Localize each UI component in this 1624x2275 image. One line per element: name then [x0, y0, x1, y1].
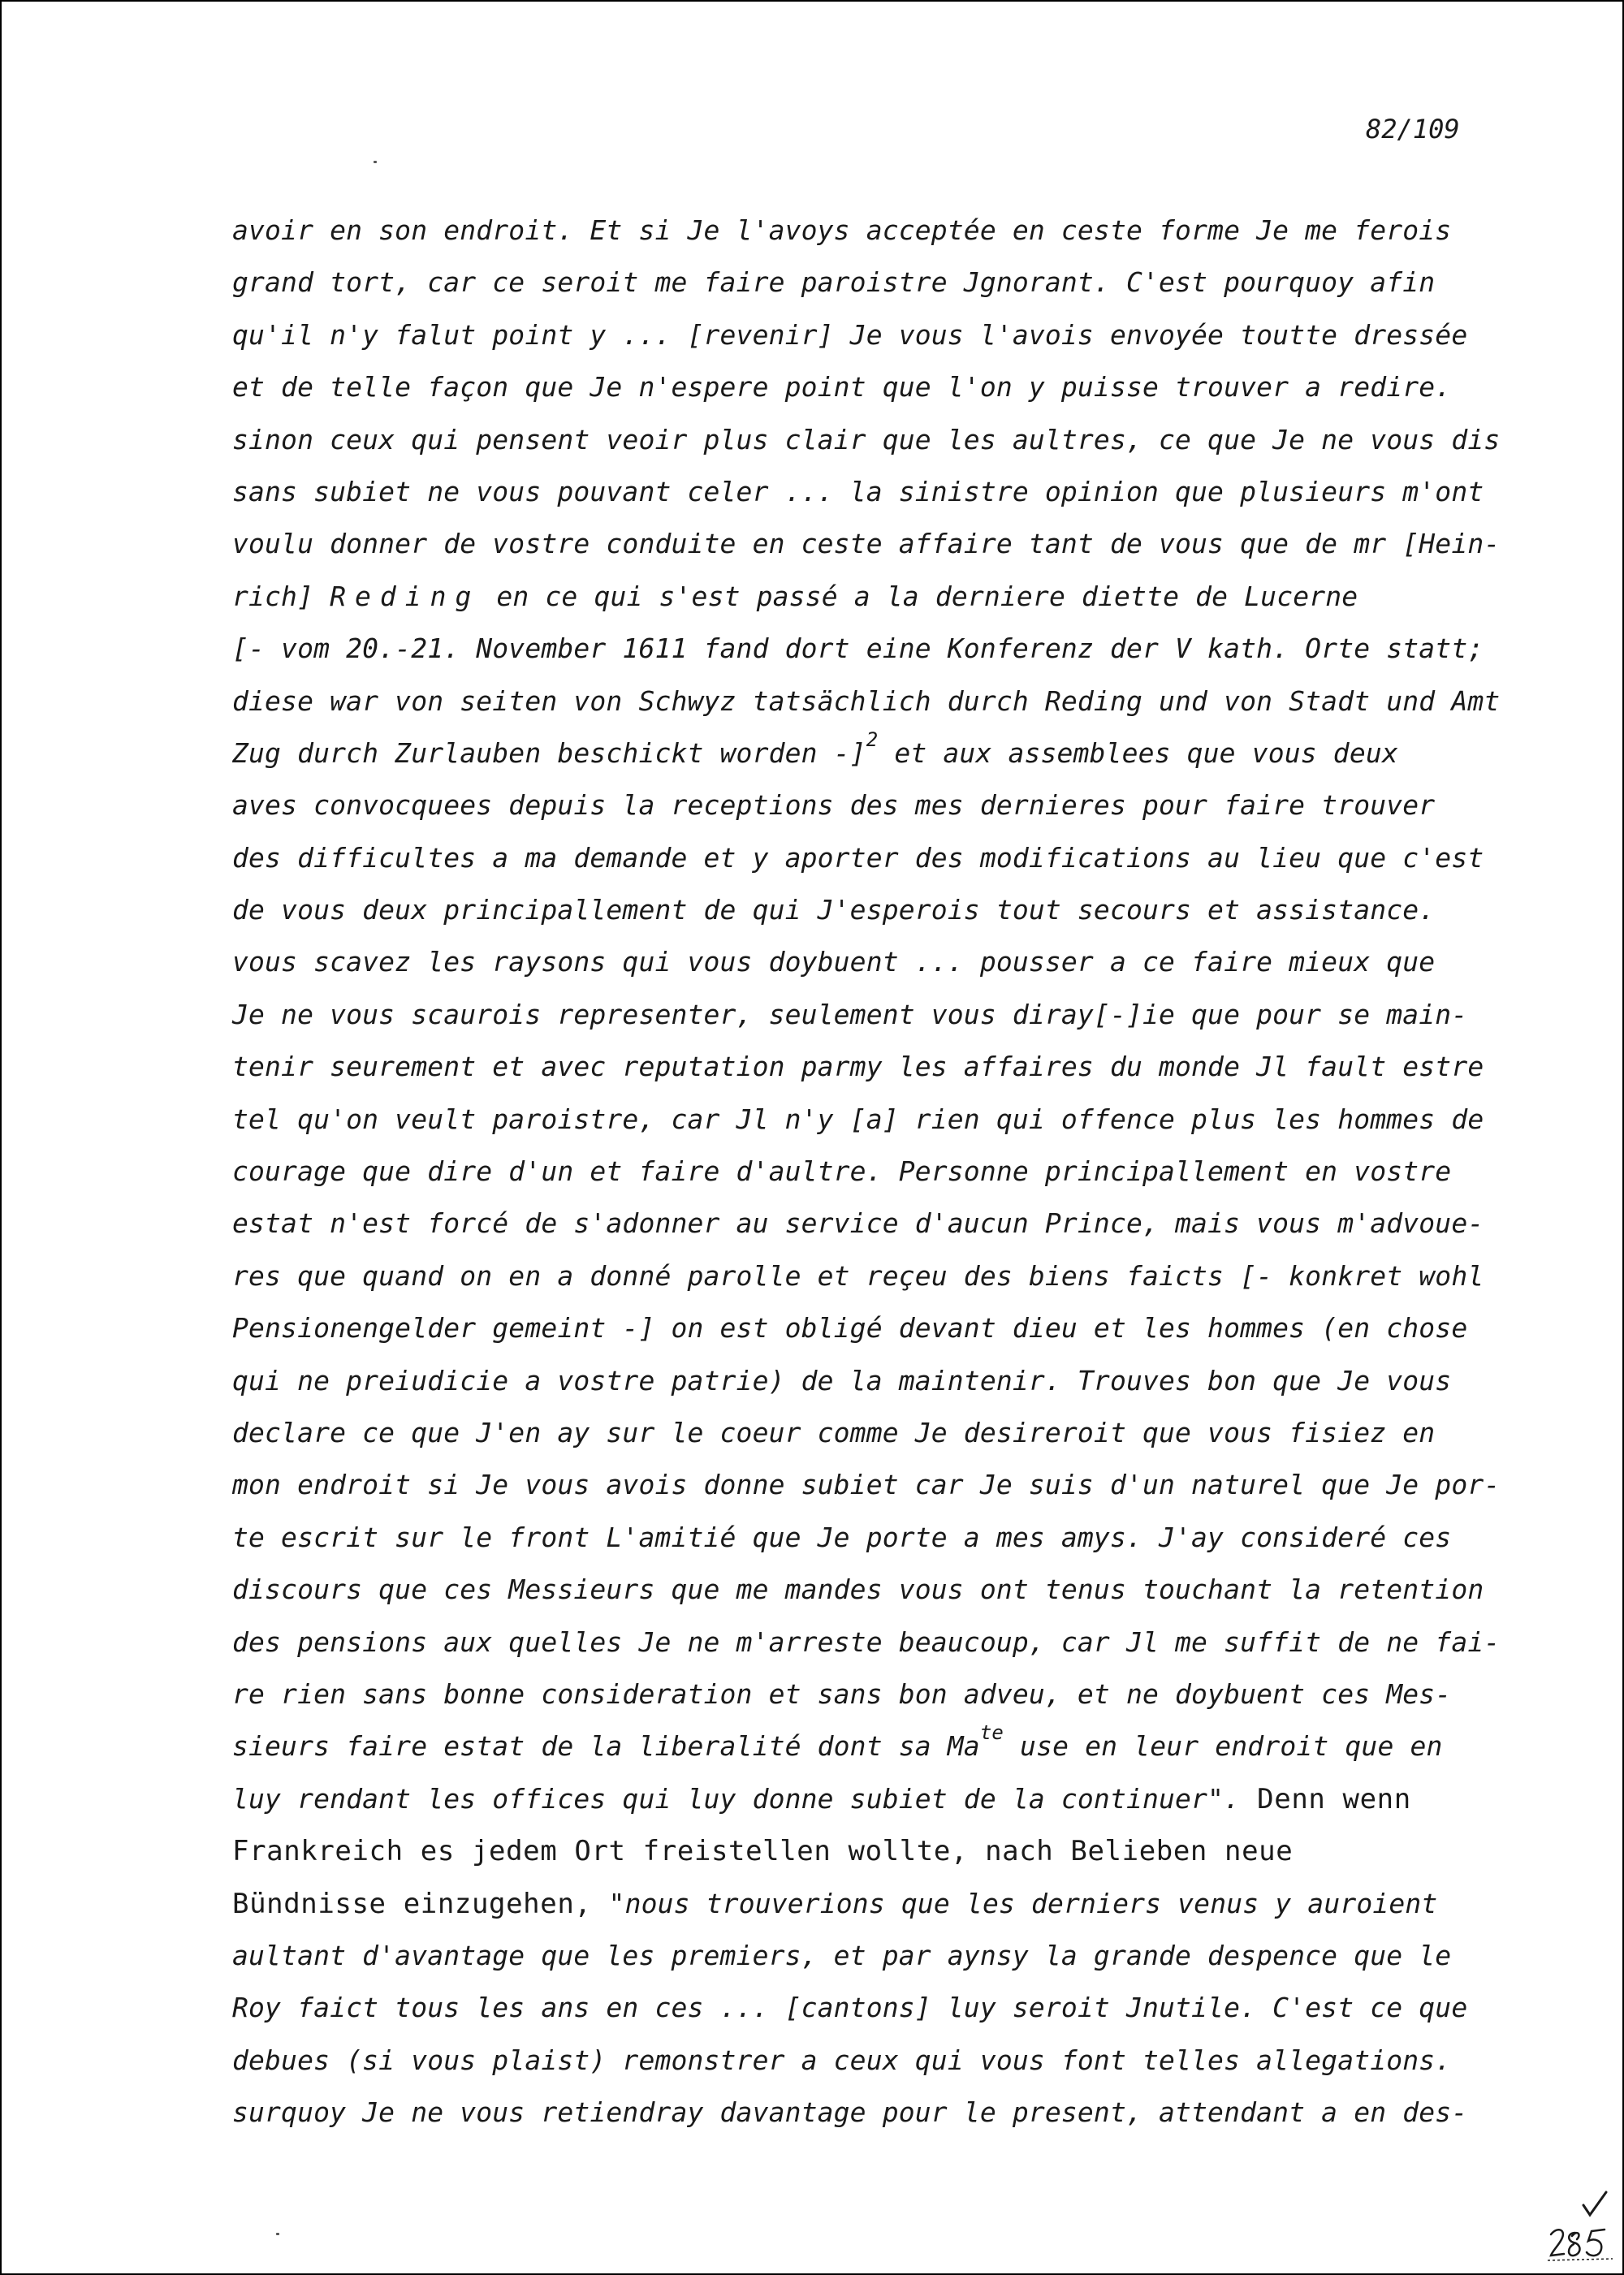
text-span: luy rendant les offices qui luy donne subiet de la continuer". — [232, 1782, 1241, 1815]
upright-text: Bündnisse einzugehen, — [232, 1887, 609, 1920]
text-line — [232, 1250, 1531, 1302]
text-span: aves convocquees depuis la receptions des mes dernieres pour faire trouver — [232, 789, 1436, 822]
text-span: te escrit sur le front L'amitié que Je porte a mes amys. J'ay consideré ces — [232, 1521, 1452, 1553]
text-span: qu'il n'y falut point y ... [revenir] Je vous l'avois envoyée toutte dressée — [232, 318, 1468, 351]
text-span: aultant d'avantage que les premiers, et par aynsy la grande despence que le — [232, 1939, 1452, 1971]
text-line — [232, 1355, 1531, 1407]
superscript: te — [979, 1721, 1004, 1745]
text-span: sans subiet ne vous pouvant celer ... la sinistre opinion que plusieurs m'ont — [232, 475, 1484, 507]
text-span: surquoy Je ne vous retiendray davantage pour le present, attendant a en des- — [232, 2096, 1468, 2129]
text-span: de vous deux principallement de qui J'esperois tout secours et assistance. — [232, 894, 1436, 926]
text-line — [232, 989, 1531, 1041]
text-span: grand tort, car ce seroit me faire paroistre Jgnorant. C'est pourquoy afin — [232, 266, 1436, 299]
text-line — [232, 884, 1531, 936]
text-span: re rien sans bonne consideration et sans bon adveu, et ne doybuent ces Mes- — [232, 1677, 1452, 1710]
handwritten-archive-mark — [1544, 2187, 1618, 2269]
text-line — [232, 623, 1531, 675]
text-line — [232, 1041, 1531, 1093]
text-span: Zug durch Zurlauben beschickt worden -] — [232, 736, 866, 769]
text-span: "nous trouverions que les derniers venus y auroient — [608, 1887, 1438, 1919]
stray-mark — [374, 161, 377, 163]
text-span: [- vom 20.-21. November 1611 fand dort eine Konferenz der V kath. Orte statt; — [232, 632, 1484, 665]
text-line — [232, 466, 1531, 518]
typescript-body — [232, 205, 1531, 2139]
text-span: voulu donner de vostre conduite en ceste affaire tant de vous que de mr [Hein- — [232, 528, 1501, 560]
text-span: declare ce que J'en ay sur le coeur comme Je desireroit que vous fisiez en — [232, 1416, 1436, 1448]
text-span: sieurs faire estat de la liberalité dont sa Ma — [232, 1730, 980, 1763]
text-span: Roy faict tous les ans en ces ... [cantons] luy seroit Jnutile. C'est ce que — [232, 1992, 1468, 2024]
text-span: courage que dire d'un et faire d'aultre. Personne principallement en vostre — [232, 1155, 1452, 1188]
text-span: des difficultes a ma demande et y aporter des modifications au lieu que c'est — [232, 841, 1484, 874]
superscript: 2 — [866, 727, 879, 751]
text-span: tenir seurement et avec reputation parmy les affaires du monde Jl fault estre — [232, 1051, 1484, 1083]
text-line — [232, 1720, 1531, 1772]
text-line — [232, 257, 1531, 309]
text-line — [232, 1668, 1531, 1720]
text-span: et de telle façon que Je n'espere point que l'on y puisse trouver a redire. — [232, 371, 1452, 404]
text-line — [232, 936, 1531, 988]
text-line — [232, 1930, 1531, 1982]
text-line — [232, 676, 1531, 727]
text-line — [232, 1825, 1531, 1877]
text-span: avoir en son endroit. Et si Je l'avoys acceptée en ceste forme Je me ferois — [232, 214, 1452, 246]
text-line — [232, 2035, 1531, 2087]
upright-text: Denn wenn — [1240, 1782, 1411, 1815]
text-line — [232, 1094, 1531, 1146]
text-line — [232, 1512, 1531, 1564]
text-span: en ce qui s'est passé a la derniere diette de Lucerne — [480, 580, 1358, 612]
text-line — [232, 2087, 1531, 2139]
text-span: estat n'est forcé de s'adonner au service d'aucun Prince, mais vous m'advoue- — [232, 1207, 1484, 1240]
text-line — [232, 361, 1531, 413]
text-line — [232, 1198, 1531, 1250]
text-span: et aux assemblees que vous deux — [878, 736, 1398, 769]
text-span: sinon ceux qui pensent veoir plus clair que les aultres, ce que Je ne vous dis — [232, 423, 1501, 455]
text-span: qui ne preiudicie a vostre patrie) de la maintenir. Trouves bon que Je vous — [232, 1364, 1452, 1397]
text-line — [232, 727, 1531, 779]
text-span: use en leur endroit que en — [1004, 1730, 1443, 1763]
text-line — [232, 832, 1531, 884]
text-span: rich] — [232, 580, 330, 612]
text-span: debues (si vous plaist) remonstrer a ceux qui vous font telles allegations. — [232, 2044, 1452, 2076]
text-line — [232, 1146, 1531, 1198]
text-line — [232, 1459, 1531, 1511]
text-line — [232, 414, 1531, 466]
text-span: diese war von seiten von Schwyz tatsächlich durch Reding und von Stadt und Amt — [232, 684, 1501, 717]
text-span: discours que ces Messieurs que me mandes vous ont tenus touchant la retention — [232, 1574, 1484, 1606]
page-number: 82/109 — [1366, 114, 1460, 145]
text-span: vous scavez les raysons qui vous doybuent ... pousser a ce faire mieux que — [232, 946, 1436, 978]
text-line — [232, 1617, 1531, 1668]
text-span: Je ne vous scaurois representer, seulement vous diray[-]ie que pour se main- — [232, 998, 1468, 1030]
text-span: res que quand on en a donné parolle et reçeu des biens faicts [- konkret wohl — [232, 1259, 1484, 1292]
text-line — [232, 309, 1531, 361]
text-line — [232, 1302, 1531, 1354]
text-line — [232, 1407, 1531, 1459]
text-span: Pensionengelder gemeint -] on est obligé devant dieu et les hommes (en chose — [232, 1312, 1468, 1345]
upright-text: Frankreich es jedem Ort freistellen wollte, nach Belieben neue — [232, 1835, 1294, 1868]
text-line — [232, 1564, 1531, 1616]
text-line — [232, 1982, 1531, 2034]
text-span: mon endroit si Je vous avois donne subiet car Je suis d'un naturel que Je por- — [232, 1469, 1501, 1501]
text-line — [232, 779, 1531, 831]
text-line — [232, 571, 1531, 623]
text-span: des pensions aux quelles Je ne m'arreste beaucoup, car Jl me suffit de ne fai- — [232, 1625, 1501, 1658]
text-line — [232, 518, 1531, 570]
spaced-name: Reding — [330, 580, 481, 612]
text-line — [232, 1878, 1531, 1930]
stray-mark — [276, 2233, 279, 2235]
text-span: tel qu'on veult paroistre, car Jl n'y [a] rien qui offence plus les hommes de — [232, 1103, 1484, 1135]
text-line — [232, 205, 1531, 257]
text-line — [232, 1773, 1531, 1825]
